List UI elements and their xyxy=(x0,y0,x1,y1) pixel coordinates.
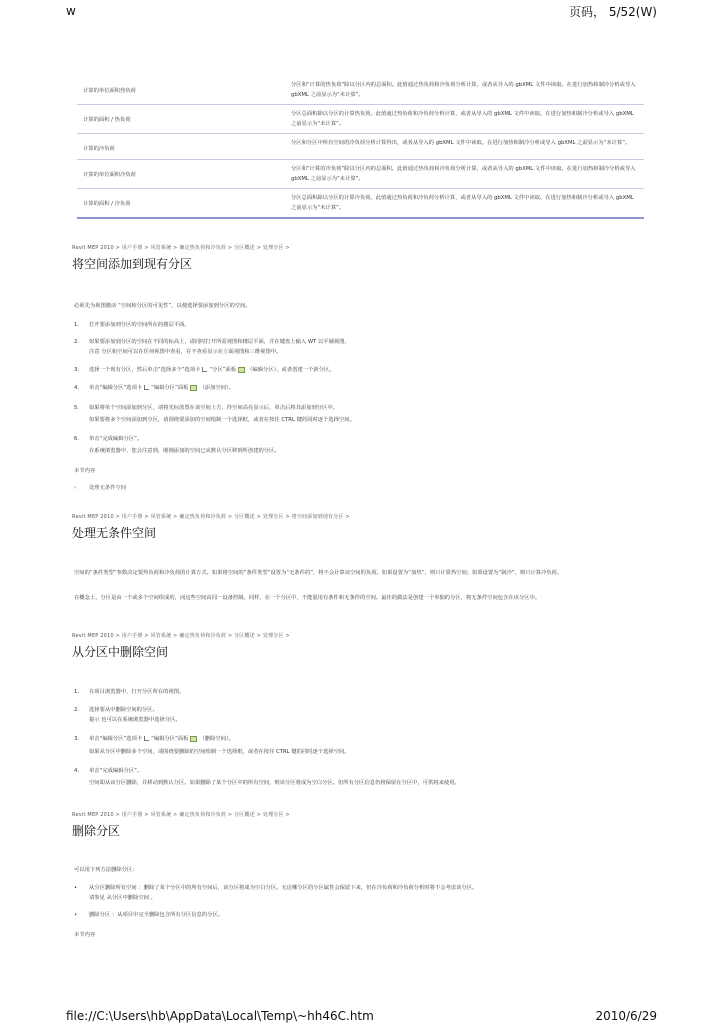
remove-space-icon xyxy=(190,736,197,742)
page-title: 从分区中删除空间 xyxy=(72,645,169,659)
tab-arrow-icon xyxy=(144,385,149,390)
table-cell-desc: 分区总面积除以分区的计算热负荷。此值通过热负荷和冷负荷分析计算，或者从导入的 gbXML 文件中读取。在进行加热和制冷分析或导入 gbXML 之前显示为“未计算”。 xyxy=(291,111,634,127)
table-row xyxy=(77,104,644,133)
bullet-1: • 从分区删除所有空间 ：删除了某个分区中的所有空间后，该分区将成为空白分区。无论哪分区的分区属性会保留下来，但在冷负荷和冷负荷分析时将不会考虑该分区。 xyxy=(74,885,478,891)
table-row xyxy=(77,188,644,217)
step-4: 4. 单击“完成编辑分区”。 xyxy=(74,768,143,774)
step-3: 3. 单击“编辑分区”选项卡 “编辑分区”面板 （删除空间）。 xyxy=(74,736,234,742)
step-3-note: 如果从分区中删除多个空间，请围绕要删除的空间绘制一个选择框，或者在按住 CTRL 键的同时逐个选择空间。 xyxy=(89,749,350,755)
section-add-space xyxy=(72,244,652,272)
table-cell-name: 计算的单位面积冷负荷 xyxy=(83,172,136,178)
step-6-note: 在系统浏览器中，您会注意到，刚刚添加的空间已从默认分区移到所创建的分区。 xyxy=(89,448,280,454)
step-5: 5. 如果将单个空间添加到分区，请将光标放置在该空间上方，待空间高亮显示后，单击后将其添加到分区中。 xyxy=(74,405,338,411)
table-cell-name: 计算的冷负荷 xyxy=(83,146,115,152)
header-left: w xyxy=(66,4,76,18)
step-5-note: 如果要将多个空间添加到分区，请围绕要添加的空间绘制一个选择框，或者在按住 CTRL 键的同时逐个选择空间。 xyxy=(89,417,355,423)
step-2: 2. 选择要从中删除空间的分区。 xyxy=(74,707,158,713)
in-this-section-label: 本节内容 xyxy=(74,932,96,938)
paragraph-2: 在概念上，分区是由一个或多个空间组成的，而这些空间由同一设备控制。同样，在一个分区中，不能混用有条件和无条件的空间。最佳的做法是创建一个单独的分区，将无条件空间包含在该分区中。 xyxy=(74,595,541,601)
header-page-number: 页码， 5/52(W) xyxy=(569,5,657,19)
bullet-2: • 删除分区 ：从项目中完全删除包含所有分区信息的分区。 xyxy=(74,912,224,918)
breadcrumb[interactable]: Revit MEP 2010 > 用户手册 > 风管系统 > 确定热负荷和冷负荷 > 分区概述 > 处理分区 > 将空间添加到现有分区 > xyxy=(72,514,350,520)
edit-zone-icon xyxy=(238,367,245,373)
step-1: 1. 在项目浏览器中，打开分区所在的视图。 xyxy=(74,689,185,695)
step-1: 1. 打开要添加到分区的空间所在的楼层平面。 xyxy=(74,322,190,328)
footer-file-path: file://C:\Users\hb\AppData\Local\Temp\~hh46C.htm xyxy=(66,1009,374,1023)
step-4-note: 空间即从该分区删除，并移动到默认分区。如果删除了某个分区中的所有空间，则该分区将成为空白分区。但所有分区信息仍将保留在分区中，可供将来使用。 xyxy=(89,780,460,786)
intro-text: 可以用下列方法删除分区： xyxy=(74,867,138,873)
intro-text: 必须先为视图激活 “空间和分区的可见性”，以便选择要添加到分区的空间。 xyxy=(74,303,251,309)
table-cell-name: 计算的面积 / 冷负荷 xyxy=(83,201,131,207)
table-cell-desc: 分区和“计算的冷负荷”除以分区内的总面积。此值通过热负荷和冷负荷分析计算，或者从导入的 gbXML 文件中读取。在进行加热和制冷分析或导入 gbXML 之前显示为“未计算”。 xyxy=(291,166,636,182)
page-title: 删除分区 xyxy=(72,824,121,838)
step-4: 4. 单击“编辑分区”选项卡 “编辑分区”面板 （添加空间）。 xyxy=(74,385,234,391)
add-space-icon xyxy=(190,385,197,391)
table-cell-desc: 分区和“计算的热负荷”除以分区内的总面积。此值通过热负荷和冷负荷分析计算，或者从导入的 gbXML 文件中读取。在进行加热和制冷分析或导入 gbXML 之前显示为“未计算”。 xyxy=(291,82,636,98)
paragraph-1: 空间的“条件类型”参数决定要热负荷和冷负荷的计算方式。如果将空间的“条件类型”设置为“无条件的”，将不会计算该空间的负荷。如果设置为“加热”，则只计算热空间；如果设置为“制冷”，则只计算冷负荷。 xyxy=(74,570,563,576)
table-row xyxy=(77,76,644,104)
table-cell-name: 计算的单位面积热负荷 xyxy=(83,88,136,94)
section-delete-zone xyxy=(72,811,652,839)
link-unconditioned-spaces[interactable]: › 处理无条件空间 xyxy=(74,485,127,491)
table-row xyxy=(77,133,644,159)
properties-table xyxy=(77,76,644,219)
step-3: 3. 选择一个现有分区，然后单击“选择多个”选项卡 “分区”面板 （编辑分区），或者创建一个新分区。 xyxy=(74,367,335,373)
breadcrumb[interactable]: Revit MEP 2010 > 用户手册 > 风管系统 > 确定热负荷和冷负荷 > 分区概述 > 处理分区 > xyxy=(72,245,290,251)
bullet-1-link[interactable]: 请参见 从分区中删除空间 。 xyxy=(89,895,156,901)
footer-date: 2010/6/29 xyxy=(595,1009,657,1023)
section-remove-space xyxy=(72,632,652,660)
section-unconditioned xyxy=(72,513,652,541)
step-2: 2. 如果要添加到分区的空间在不同的标高上，请同时打开所需视图和楼层平面，并在键盘上输入 WT 以平铺视图。 xyxy=(74,339,350,345)
in-this-section-label: 本节内容 xyxy=(74,468,96,474)
table-cell-desc: 分区总面积除以分区的计算冷负荷。此值通过热负荷和冷负荷分析计算，或者从导入的 gbXML 文件中读取。在进行加热和制冷分析或导入 gbXML 之前显示为“未计算”。 xyxy=(291,195,634,211)
page-title: 处理无条件空间 xyxy=(72,526,157,540)
step-6: 6. 单击“完成编辑分区”。 xyxy=(74,436,143,442)
table-cell-name: 计算的面积 / 热负荷 xyxy=(83,117,131,123)
page-title: 将空间添加到现有分区 xyxy=(72,257,193,271)
step-2-tip: 提示 也可以在系统浏览器中选择分区。 xyxy=(89,717,181,723)
tab-arrow-icon xyxy=(202,367,207,372)
breadcrumb[interactable]: Revit MEP 2010 > 用户手册 > 风管系统 > 确定热负荷和冷负荷 > 分区概述 > 处理分区 > xyxy=(72,812,290,818)
step-2-note: 注意 分区和空间可以在任何视图中查看，在不查看显示在立面视图和三维视图中。 xyxy=(89,349,282,355)
table-row xyxy=(77,159,644,188)
breadcrumb[interactable]: Revit MEP 2010 > 用户手册 > 风管系统 > 确定热负荷和冷负荷 > 分区概述 > 处理分区 > xyxy=(72,633,290,639)
table-cell-desc: 分区和分区中所有空间的冷负荷分析计算得出，或者从导入的 gbXML 文件中读取。在进行加热和制冷分析或导入 gbXML 之前显示为“未计算”。 xyxy=(291,140,631,146)
tab-arrow-icon xyxy=(144,736,149,741)
